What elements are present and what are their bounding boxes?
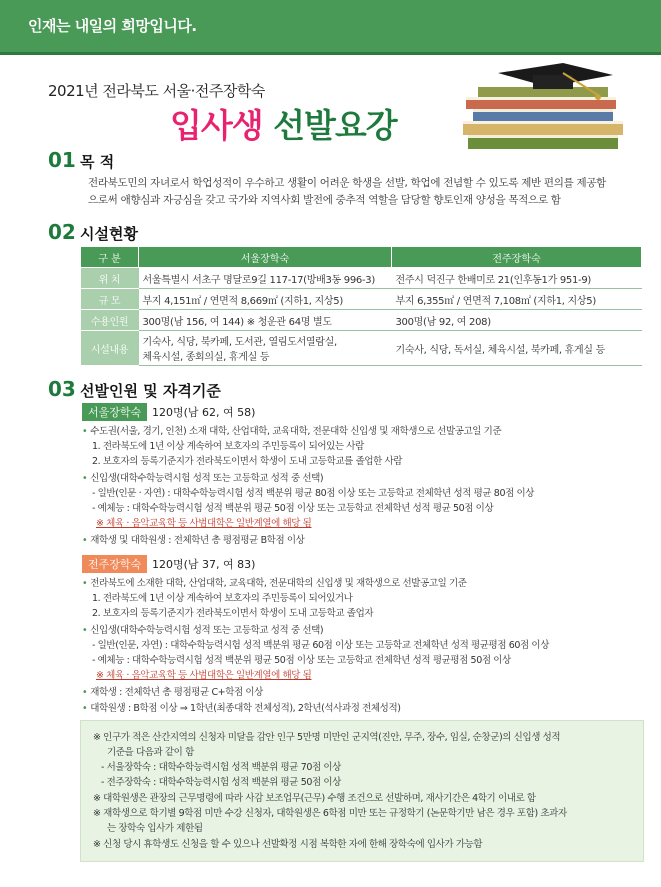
- slogan: 인재는 내일의 희망입니다.: [28, 17, 197, 35]
- seoul-line: - 일반(인문 · 자연) : 대학수학능력시험 성적 백분위 평균 80점 이상 또는 고등학교 전체학년 성적 평균 80점 이상: [92, 488, 535, 499]
- seoul-line: - 예체능 : 대학수학능력시험 성적 백분위 평균 50점 이상 또는 고등학교 전체학년 성적 평균 50점 이상: [92, 503, 494, 514]
- purpose-paragraph: [88, 175, 638, 209]
- jeonju-line: - 일반(인문, 자연) : 대학수학능력시험 성적 백분위 평균 60점 이상 또는 고등학교 전체학년 성적 평균평점 60점 이상: [92, 640, 549, 651]
- table-row: [81, 331, 642, 366]
- notes-box: [80, 720, 644, 862]
- note-line: ※ 재학생으로 학기별 9학점 미만 수강 신청자, 대학원생은 6학점 미만 또는 규정학기 (논문학기만 남은 경우 포함) 초과자: [93, 808, 567, 819]
- cell-seoul-line2: 체육시설, 종회의실, 휴게실 등: [142, 352, 270, 363]
- cell-jeonju: 300명(남 92, 여 208): [392, 310, 642, 331]
- note-line: 는 장학숙 입사가 제한됨: [107, 823, 203, 834]
- seoul-line: 1. 전라북도에 1년 이상 계속하여 보호자의 주민등록이 되어있는 사람: [92, 441, 364, 452]
- seoul-line: • 수도권(서울, 경기, 인천) 소재 대학, 산업대학, 교육대학, 전문대학 신입생 및 재학생으로 선발공고일 기준: [82, 423, 501, 437]
- facility-table: [80, 246, 642, 366]
- cell-seoul: 부지 4,151㎡ / 연면적 8,669㎡ (지하1, 지상5): [139, 289, 392, 310]
- section1-title: 목 적: [80, 153, 115, 171]
- row-label: 수용인원: [81, 310, 139, 331]
- seoul-line: • 신입생(대학수학능력시험 성적 또는 고등학교 성적 중 선택): [82, 470, 323, 484]
- section3-number: 03: [48, 377, 76, 401]
- seoul-note: ※ 체육 · 음악교육학 등 사범대학은 일반계열에 해당 됨: [96, 518, 312, 529]
- seoul-line: • 재학생 및 대학원생 : 전체학년 총 평점평균 B학점 이상: [82, 532, 304, 546]
- note-line: ※ 대학원생은 관장의 근무명령에 따라 사감 보조업무(근무) 수행 조건으로 선발하며, 재사기간은 4학기 이내로 함: [93, 793, 536, 804]
- jeonju-note: ※ 체육 · 음악교육학 등 사범대학은 일반계열에 해당 됨: [96, 670, 312, 681]
- row-label: 위 치: [81, 268, 139, 289]
- col-header-category: 구 분: [81, 247, 139, 268]
- seoul-count: 120명(남 62, 여 58): [152, 406, 256, 419]
- cell-seoul: 300명(남 156, 여 144) ※ 청운관 64명 별도: [139, 310, 392, 331]
- jeonju-line: • 신입생(대학수학능력시험 성적 또는 고등학교 성적 중 선택): [82, 622, 323, 636]
- jeonju-line: • 전라북도에 소재한 대학, 산업대학, 교육대학, 전문대학의 신입생 및 재학생으로 선발공고일 기준: [82, 575, 467, 589]
- purpose-line: 으로써 애향심과 자긍심을 갖고 국가와 지역사회 발전에 중추적 역할을 담당할 향토인재 양성을 목적으로 함: [88, 194, 561, 206]
- note-line: ※ 인구가 적은 산간지역의 신청자 미달을 감안 인구 5만명 미만인 군지역(진안, 무주, 장수, 임실, 순창군)의 신입생 성적: [93, 732, 561, 743]
- section3-title: 선발인원 및 자격기준: [80, 382, 221, 400]
- table-row: [81, 310, 642, 331]
- section2-number: 02: [48, 220, 76, 244]
- seoul-line: 2. 보호자의 등록기준지가 전라북도이면서 학생이 도내 고등학교를 졸업한 사람: [92, 456, 403, 467]
- jeonju-line: • 대학원생 : B학점 이상 ⇒ 1학년(최종대학 전체성적), 2학년(석사과정 전체성적): [82, 700, 401, 714]
- col-header-jeonju: 전주장학숙: [392, 247, 642, 268]
- note-line: - 전주장학숙 : 대학수학능력시험 성적 백분위 평균 50점 이상: [101, 777, 341, 788]
- cell-seoul-line1: 기숙사, 식당, 북카페, 도서관, 열림도서열람실,: [142, 337, 337, 348]
- cell-seoul: 서울특별시 서초구 명달로9길 117-17(방배3동 996-3): [139, 268, 392, 289]
- jeonju-count: 120명(남 37, 여 83): [152, 558, 256, 571]
- top-banner: [0, 0, 661, 55]
- note-line: - 서울장학숙 : 대학수학능력시험 성적 백분위 평균 70점 이상: [101, 762, 341, 773]
- table-row: [81, 289, 642, 310]
- jeonju-badge: 전주장학숙: [82, 555, 147, 573]
- row-label: 규 모: [81, 289, 139, 310]
- col-header-seoul: 서울장학숙: [139, 247, 392, 268]
- cell-seoul: [139, 331, 392, 366]
- cell-jeonju: 전주시 덕진구 한배미로 21(인후동1가 951-9): [392, 268, 642, 289]
- cell-jeonju: 기숙사, 식당, 독서실, 체육시설, 북카페, 휴게실 등: [392, 331, 642, 366]
- jeonju-line: 2. 보호자의 등록기준지가 전라북도이면서 학생이 도내 고등학교 졸업자: [92, 608, 374, 619]
- jeonju-line: 1. 전라북도에 1년 이상 계속하여 보호자의 주민등록이 되어있거나: [92, 593, 353, 604]
- books-graduation-cap-image: [438, 55, 643, 165]
- row-label: 시설내용: [81, 331, 139, 366]
- title-part2: 선발요강: [273, 106, 397, 145]
- cell-jeonju: 부지 6,355㎡ / 연면적 7,108㎡ (지하1, 지상5): [392, 289, 642, 310]
- section2-title: 시설현황: [80, 225, 138, 243]
- title-part1: 입사생: [170, 106, 263, 145]
- table-row: [81, 268, 642, 289]
- headline: 2021년 전라북도 서울·전주장학숙: [48, 82, 265, 100]
- seoul-badge: 서울장학숙: [82, 403, 147, 421]
- jeonju-line: - 예체능 : 대학수학능력시험 성적 백분위 평균 50점 이상 또는 고등학교 전체학년 성적 평균평점 50점 이상: [92, 655, 511, 666]
- jeonju-line: • 재학생 : 전체학년 총 평점평균 C+학점 이상: [82, 684, 263, 698]
- purpose-line: 전라북도민의 자녀로서 학업성적이 우수하고 생활이 어려운 학생을 선발, 학업에 전념할 수 있도록 제반 편의를 제공함: [88, 177, 607, 189]
- note-line: 기준을 다음과 같이 함: [107, 747, 194, 758]
- section1-number: 01: [48, 148, 76, 172]
- page-title: [170, 100, 397, 147]
- note-line: ※ 신청 당시 휴학생도 신청을 할 수 있으나 선발확정 시점 복학한 자에 한해 장학숙에 입사가 가능함: [93, 839, 483, 850]
